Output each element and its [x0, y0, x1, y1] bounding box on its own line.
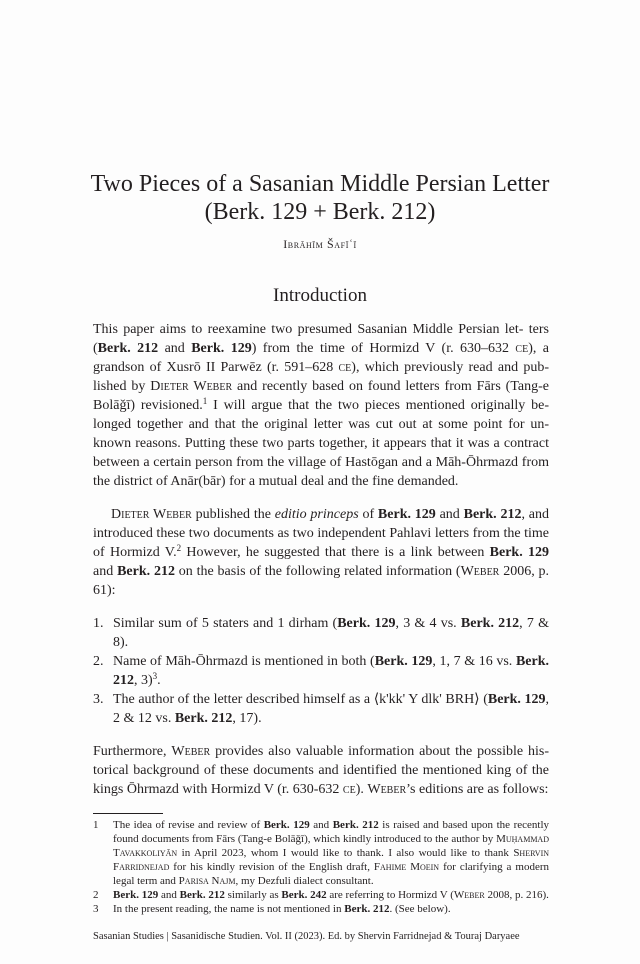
- list-item: [93, 614, 549, 652]
- footnote-text: The idea of revise and review of Berk. 129 and Berk. 212 is raised and based upon the recently found documents from Fārs (Tang-e Bolāǧī), which kindly introduced to the author by Muḥammad Tavakkoliyān in April 2023, whom I would like to thank. I also would like to thank Shervin Farridnejad for his kindly revision of the English draft, Fahime Moein for clarifying a modern legal term and Parisa Najm, my Dezfuli dialect consultant.: [113, 819, 550, 887]
- footnote-number: 3: [93, 903, 99, 915]
- footnote-text: In the present reading, the name is not mentioned in Berk. 212. (See below).: [113, 903, 451, 915]
- list-item: [93, 690, 549, 728]
- footnote-3: [93, 902, 549, 916]
- author-reference: Dieter Weber: [150, 379, 233, 394]
- text-line: Furthermore, Weber provides also valuable information about the possible his-: [93, 744, 549, 759]
- text-line: Bolāǧī) revisioned.$^1$ I will argue that the two pieces mentioned originally be-: [93, 396, 550, 413]
- list-item: [93, 652, 549, 690]
- text-line: known reasons. Putting these two parts together, it appears that it was a contract: [93, 436, 549, 451]
- text-line: This paper aims to reexamine two presumed Sasanian Middle Persian let-: [93, 322, 524, 337]
- text-line: Dieter Weber published the editio princeps of Berk. 129 and Berk. 212, and: [111, 507, 549, 522]
- text-line: Similar sum of 5 staters and 1 dirham (Berk. 129, 3 & 4 vs. Berk. 212, 7 & 8).: [113, 616, 549, 650]
- text-line: Berk. 212 on the basis of the following related information (Weber 2006, p. 61):: [93, 564, 550, 598]
- paragraph-1: [93, 320, 549, 491]
- text-line: grandson of Xusrō II Parwēz (r. 591–628 ce), which previously read and pub-: [93, 360, 549, 375]
- text-line: torical background of these documents and identified the mentioned king of the: [93, 763, 549, 778]
- text-line: of Hormizd V.$^2$ However, he suggested that there is a link between Berk. 129 and: [93, 543, 550, 579]
- footnote-divider: [93, 813, 163, 814]
- footnote-2: [93, 888, 549, 902]
- text-line: The author of the letter described himself as a ⟨k'kk' Y dlk' BRH⟩ (Berk. 129, 2 & 12 vs. Berk. 212, 17).: [113, 692, 549, 726]
- footnote-text: Berk. 129 and Berk. 212 similarly as Berk. 242 are referring to Hormizd V (Weber 2008, p. 216).: [113, 889, 549, 901]
- list-number: 2.: [93, 654, 104, 669]
- text-line: lished by Dieter Weber and recently based on found letters from Fārs (Tang-e: [93, 379, 550, 394]
- numbered-list: [93, 614, 549, 728]
- text-line: between a certain person from the village of Hastōgan and a Māh-Ōhrmazd: [93, 455, 519, 470]
- footnotes: [93, 818, 549, 916]
- paragraph-3: [93, 742, 549, 799]
- text-line: longed together and that the original letter was cut out at some point for un-: [93, 417, 549, 432]
- text-line: introduced these two documents as two independent Pahlavi letters from the time: [93, 526, 549, 541]
- footnote-ref-1[interactable]: 1: [202, 396, 208, 406]
- text-line: ters (Berk. 212 and Berk. 129) from the time of Hormizd V (r. 630–632 ce), a: [93, 322, 549, 356]
- paragraph-2: [93, 505, 549, 600]
- list-number: 3.: [93, 692, 104, 707]
- author-name: Ibrāhīm Šafīʿī: [283, 237, 357, 251]
- section-heading: Introduction: [273, 285, 367, 306]
- footnote-ref-3[interactable]: 3: [152, 671, 158, 681]
- page-footer: Sasanian Studies | Sasanidische Studien. Vol. II (2023). Ed. by Shervin Farridnejad & Touraj Daryaee: [93, 931, 520, 942]
- footnote-number: 2: [93, 889, 99, 901]
- footnote-1: [93, 818, 549, 888]
- paper-title-line-1: Two Pieces of a Sasanian Middle Persian Letter: [90, 171, 550, 197]
- paper-title-line-2: (Berk. 129 + Berk. 212): [204, 199, 436, 225]
- footnote-number: 1: [93, 819, 99, 831]
- list-number: 1.: [93, 616, 104, 631]
- footnote-ref-2[interactable]: 2: [176, 543, 182, 553]
- text-line: Name of Māh-Ōhrmazd is mentioned in both (Berk. 129, 1, 7 & 16 vs. Berk. 212, 3)$^3$.: [113, 654, 549, 688]
- text-line: kings Ōhrmazd with Hormizd V (r. 630-632 ce). Weber’s editions are as follows:: [93, 782, 549, 797]
- text-line: from the district of Anār(bār) for a mutual deal and the fine demanded.: [93, 455, 550, 489]
